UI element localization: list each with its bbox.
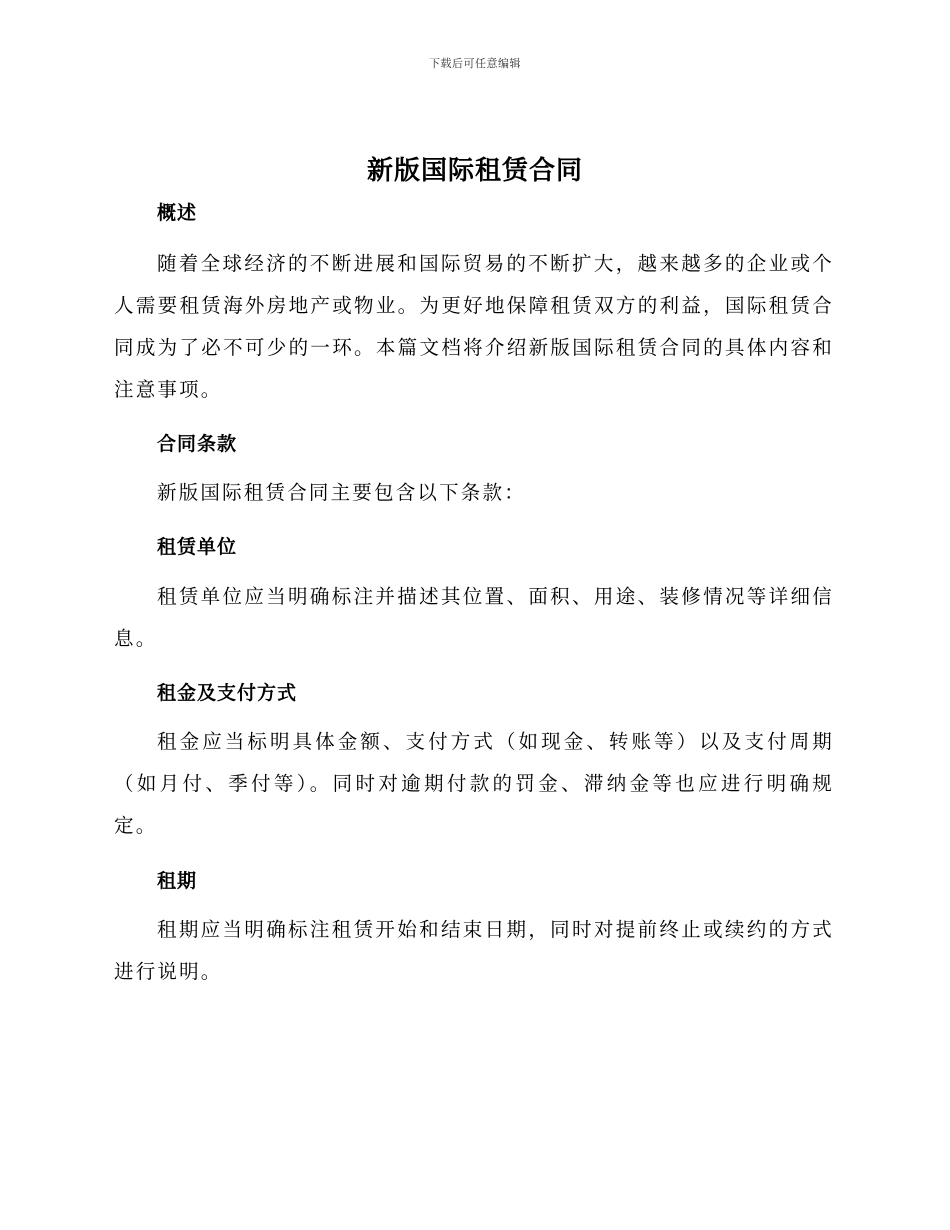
section-paragraph-rental-unit: 租赁单位应当明确标注并描述其位置、面积、用途、装修情况等详细信息。 <box>114 585 834 650</box>
section-heading-rental-unit: 租赁单位 <box>157 536 238 558</box>
section-paragraph-rent-payment: 租金应当标明具体金额、支付方式（如现金、转账等）以及支付周期（如月付、季付等）。同时对逾期付款的罚金、滞纳金等也应进行明确规定。 <box>114 730 834 837</box>
section-paragraph-overview: 随着全球经济的不断进展和国际贸易的不断扩大，越来越多的企业或个人需要租赁海外房地产或物业。为更好地保障租赁双方的利益，国际租赁合同成为了必不可少的一环。本篇文档将介绍新版国际租赁合同的具体内容和注意事项。 <box>114 252 834 401</box>
section-heading-lease-term: 租期 <box>157 870 198 892</box>
document-title: 新版国际租赁合同 <box>366 156 583 186</box>
header-note: 下载后可任意编辑 <box>429 57 521 70</box>
section-heading-overview: 概述 <box>157 202 198 224</box>
section-paragraph-lease-term: 租期应当明确标注租赁开始和结束日期，同时对提前终止或续约的方式进行说明。 <box>114 918 834 983</box>
section-paragraph-contract-terms: 新版国际租赁合同主要包含以下条款： <box>157 481 526 504</box>
section-heading-contract-terms: 合同条款 <box>157 433 238 455</box>
section-heading-rent-payment: 租金及支付方式 <box>157 682 298 704</box>
